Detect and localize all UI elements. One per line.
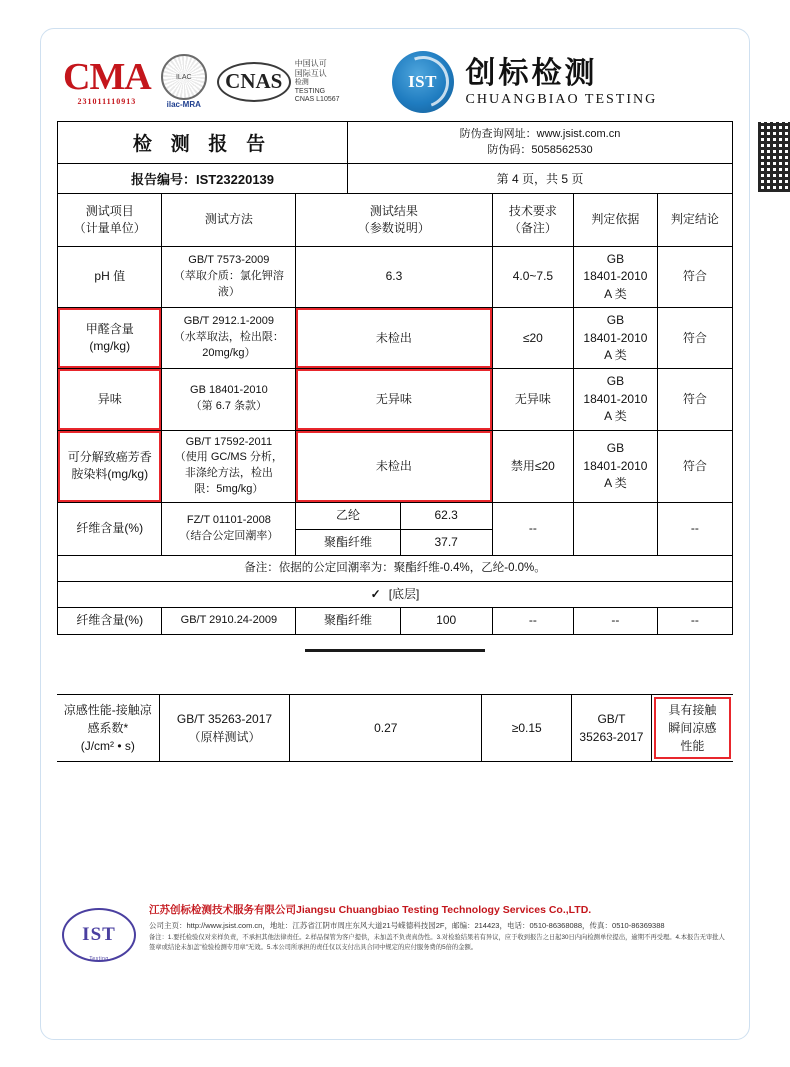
- cell-conclusion: 符合: [657, 430, 732, 503]
- th-requirement-l2: （备注）: [508, 221, 557, 235]
- basis-line-1: GB/T: [597, 711, 626, 726]
- cell-method: GB/T 2910.24-2009: [162, 608, 296, 634]
- table-row: [58, 308, 733, 369]
- cell-requirement: --: [492, 608, 573, 634]
- cell-basis: [574, 247, 658, 308]
- cell-conclusion: --: [657, 608, 732, 634]
- th-result-l2: （参数说明）: [357, 221, 430, 235]
- th-conclusion: 判定结论: [657, 194, 732, 247]
- cell-item: 异味: [58, 369, 162, 430]
- basis-line-3: A 类: [604, 409, 627, 424]
- check-icon: ✓: [370, 586, 381, 601]
- cnas-line-3: 检测: [294, 78, 309, 86]
- cnas-line-5: CNAS L10567: [294, 96, 340, 104]
- conclusion-line-1: 具有接触: [668, 702, 717, 717]
- cell-requirement: 4.0~7.5: [492, 247, 573, 308]
- footer-seal: [61, 902, 137, 968]
- method-line-2: （原样测试）: [188, 729, 261, 744]
- ilac-ring-label: ILAC: [175, 73, 192, 81]
- title-left: [58, 122, 348, 193]
- cell-item: [58, 308, 162, 369]
- method-line-2: （水萃取法，检出限：: [173, 331, 284, 344]
- cell-method: [162, 430, 296, 503]
- anti-fake-block: [348, 122, 732, 163]
- table-note: 备注：依据的公定回潮率为：聚酯纤维-0.4%，乙纶-0.0%。: [58, 556, 733, 582]
- ist-logo-icon: [392, 51, 454, 113]
- footer-text: [149, 902, 729, 953]
- cnas-line-2: 国际互认: [294, 68, 327, 78]
- th-method: 测试方法: [162, 194, 296, 247]
- cell-result-name: 聚酯纤维: [296, 608, 400, 634]
- footer-disclaimer: 备注：1.要托检验仅对来样负责，不承担其他法律责任。2.样品保管为客户提供，未加盖不负责真伪性。3.对检验结果若有异议，应于收到报告之日起30日内向检测单位提出，逾期不再受理。4.本报告无审批人签章或结论未加盖"检验检测专用章"无效。5.本公司所承担的责任仅以支付出具合同中规定的应付服务费的5倍的金额。: [149, 933, 725, 951]
- cell-result: 0.27: [290, 694, 482, 761]
- method-line-3: 非涤纶方法，检出: [184, 467, 273, 480]
- cell-conclusion: 符合: [657, 369, 732, 430]
- basis-line-3: A 类: [604, 476, 627, 491]
- cell-basis: [574, 308, 658, 369]
- table-row: [58, 503, 733, 529]
- method-line-1: GB/T 2912.1-2009: [183, 315, 274, 328]
- method-line-2: （使用 GC/MS 分析，: [174, 451, 283, 464]
- report-number: 报告编号：IST23220139: [58, 163, 347, 193]
- cnas-label: CNAS: [225, 69, 283, 94]
- method-line-1: GB 18401-2010: [190, 384, 268, 397]
- cell-result: 未检出: [296, 430, 492, 503]
- footer-contact: 公司主页：http://www.jsist.com.cn，地址：江苏省江阴市周庄东风大道21号嵘德科技园2F，邮编：214423，电话：0510-86368088，传真：0510-86369388: [149, 920, 665, 930]
- method-line-2: （萃取介质：氯化钾溶: [173, 270, 284, 283]
- report-header: [57, 43, 733, 121]
- item-line-2: 胺染料(mg/kg): [71, 467, 149, 482]
- brand-name-en: CHUANGBIAO TESTING: [465, 91, 658, 107]
- report-page: [40, 28, 750, 1040]
- cell-item: [58, 430, 162, 503]
- table-row: [58, 369, 733, 430]
- cell-basis: [574, 430, 658, 503]
- cell-conclusion: --: [657, 503, 732, 556]
- cell-conclusion: 符合: [657, 308, 732, 369]
- conclusion-line-2: 瞬间凉感: [668, 720, 717, 735]
- qr-code: [758, 122, 790, 192]
- cell-result: 未检出: [296, 308, 492, 369]
- basis-line-2: 18401-2010: [583, 330, 648, 345]
- item-line-1: 可分解致癌芳香: [67, 450, 152, 464]
- basis-line-2: 18401-2010: [583, 391, 648, 406]
- cell-result-value: 100: [400, 608, 492, 634]
- ilac-mra-logo: [161, 54, 207, 109]
- table-row: [58, 608, 733, 634]
- cell-item: 纤维含量(%): [58, 503, 162, 556]
- th-requirement: [492, 194, 573, 247]
- basis-line-1: GB: [606, 252, 625, 266]
- cooling-performance-section: [57, 694, 733, 762]
- cell-requirement: 无异味: [492, 369, 573, 430]
- cell-basis: [572, 694, 652, 761]
- layer-cell: [58, 581, 733, 607]
- th-result: [296, 194, 492, 247]
- cell-method: [162, 503, 296, 556]
- cell-result-name: 聚酯纤维: [296, 529, 400, 555]
- item-line-1: 凉感性能-接触凉: [63, 702, 152, 717]
- section-divider: [305, 649, 485, 652]
- accreditation-logos: [63, 54, 340, 109]
- cell-requirement: ≥0.15: [482, 694, 572, 761]
- brand-name-cn: 创标检测: [465, 56, 598, 90]
- title-right: [348, 122, 732, 193]
- method-line-4: 限：5mg/kg）: [194, 483, 264, 496]
- th-basis: 判定依据: [574, 194, 658, 247]
- cell-item: 纤维含量(%): [58, 608, 162, 634]
- table-row: [58, 430, 733, 503]
- table-row: [57, 694, 733, 761]
- footer-seal-icon: [62, 908, 136, 962]
- cell-item: [57, 694, 159, 761]
- table-note-row: [58, 556, 733, 582]
- cell-conclusion: 符合: [657, 247, 732, 308]
- cell-method: [162, 308, 296, 369]
- cma-logo: [63, 55, 151, 106]
- cell-conclusion: [651, 694, 733, 761]
- footer-seal-text: IST: [82, 923, 116, 945]
- method-line-2: （第 6.7 条款）: [190, 400, 268, 413]
- brand-names: [466, 57, 658, 108]
- cell-result: 无异味: [296, 369, 492, 430]
- layer-row: [58, 581, 733, 607]
- method-line-1: GB/T 35263-2017: [176, 711, 273, 726]
- cell-result-value: 37.7: [400, 529, 492, 555]
- basis-line-2: 35263-2017: [579, 729, 644, 744]
- company-brand: [392, 51, 658, 113]
- cell-method: [162, 369, 296, 430]
- ist-logo-text: IST: [408, 72, 437, 91]
- th-item-l1: 测试项目: [85, 203, 134, 218]
- item-line-3: (J/cm² • s): [80, 738, 135, 753]
- cnas-description: [295, 59, 340, 105]
- cell-requirement: ≤20: [492, 308, 573, 369]
- method-line-1: GB/T 7573-2009: [188, 254, 270, 267]
- cnas-line-4: TESTING: [294, 87, 326, 95]
- th-item-l2: （计量单位）: [73, 221, 146, 235]
- cell-basis: [574, 503, 658, 556]
- cell-result-value: 62.3: [400, 503, 492, 529]
- cell-result-name: 乙纶: [296, 503, 400, 529]
- conclusion-line-3: 性能: [680, 738, 705, 753]
- basis-line-1: GB: [606, 441, 625, 456]
- method-line-3: 20mg/kg）: [202, 347, 256, 360]
- item-line-2: (mg/kg): [89, 339, 131, 354]
- anti-fake-url: 防伪查询网址：www.jsist.com.cn: [459, 127, 621, 140]
- cell-method: [159, 694, 290, 761]
- cell-requirement: --: [492, 503, 573, 556]
- cooling-table: [57, 694, 733, 762]
- method-line-2: （结合公定回潮率）: [179, 530, 279, 543]
- basis-line-3: A 类: [604, 286, 627, 301]
- table-header-row: [58, 194, 733, 247]
- basis-line-1: GB: [606, 374, 625, 389]
- basis-line-2: 18401-2010: [583, 458, 648, 473]
- cnas-oval-icon: [217, 62, 291, 102]
- cell-item: pH 值: [58, 247, 162, 308]
- page-info: 第 4 页，共 5 页: [348, 163, 732, 193]
- basis-line-1: GB: [606, 313, 625, 328]
- anti-fake-code: 防伪码：5058562530: [487, 143, 593, 156]
- report-footer: [57, 902, 733, 968]
- table-row: [58, 247, 733, 308]
- cnas-line-1: 中国认可: [294, 58, 327, 68]
- cell-method: [162, 247, 296, 308]
- cnas-logo: [217, 59, 340, 105]
- cell-requirement: 禁用≤20: [492, 430, 573, 503]
- ilac-ring-icon: [161, 54, 207, 100]
- cma-logo-number: 231011110913: [77, 96, 137, 106]
- results-table: [57, 193, 733, 635]
- basis-line-3: A 类: [604, 347, 627, 362]
- footer-seal-sub: Testing: [89, 955, 109, 962]
- layer-label: [底层]: [388, 586, 420, 601]
- cma-logo-text: CMA: [63, 55, 151, 98]
- cell-basis: [574, 369, 658, 430]
- ilac-mra-label: ilac-MRA: [166, 100, 201, 110]
- basis-line-2: 18401-2010: [583, 269, 648, 284]
- report-title: 检 测 报 告: [132, 134, 273, 155]
- method-line-1: GB/T 17592-2011: [185, 435, 273, 448]
- method-line-1: FZ/T 01101-2008: [186, 514, 271, 527]
- th-result-l1: 测试结果: [369, 203, 418, 218]
- cell-result: 6.3: [296, 247, 492, 308]
- report-title-block: [57, 121, 733, 193]
- th-requirement-l1: 技术要求: [508, 203, 557, 218]
- item-line-1: 甲醛含量: [85, 321, 134, 336]
- method-line-3: 液）: [217, 286, 240, 299]
- cell-basis: --: [574, 608, 658, 634]
- footer-company: 江苏创标检测技术服务有限公司Jiangsu Chuangbiao Testing Technology Services Co.,LTD.: [149, 903, 592, 916]
- item-line-2: 感系数*: [87, 720, 129, 735]
- th-item: [58, 194, 162, 247]
